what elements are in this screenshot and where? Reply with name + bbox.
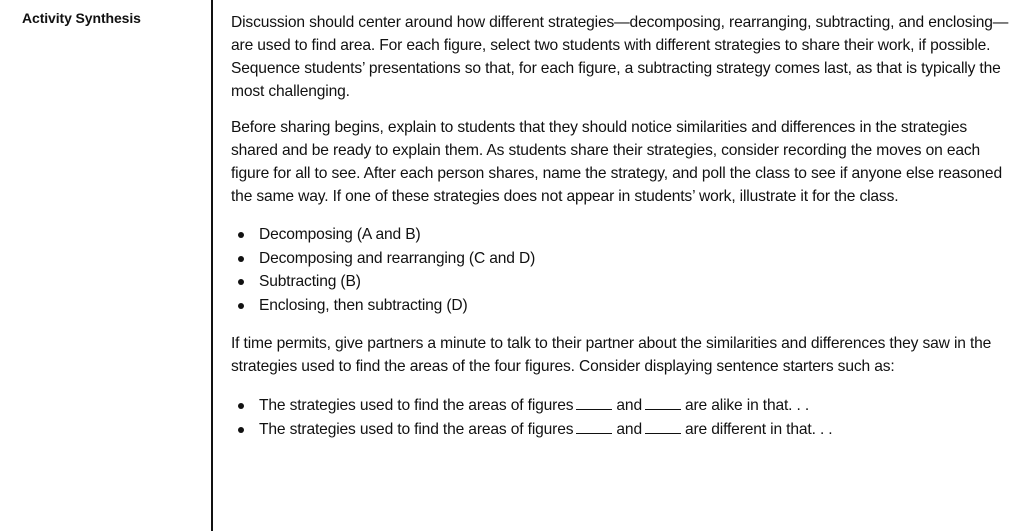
blank-line: [576, 419, 612, 434]
starter-middle: and: [616, 397, 642, 414]
blank-line: [645, 419, 681, 434]
starter-prefix: The strategies used to find the areas of figures: [259, 420, 574, 438]
starter-middle: and: [616, 420, 642, 438]
section-label: Activity Synthesis: [22, 10, 141, 26]
list-item: [231, 418, 1009, 442]
list-item: Decomposing and rearranging (C and D): [231, 247, 1009, 271]
partner-paragraph: If time permits, give partners a minute to talk to their partner about the similarities and differences they saw in the strategies used to find the areas of the four figures. Consider displaying sentence starters such as:: [231, 335, 992, 375]
starter-prefix: The strategies used to find the areas of figures: [259, 397, 574, 414]
list-item: Subtracting (B): [231, 270, 1009, 294]
section-content: [231, 11, 1009, 441]
column-divider: [211, 0, 213, 531]
starter-suffix: are different in that. . .: [684, 420, 833, 438]
list-item: Decomposing (A and B): [231, 223, 1009, 247]
starter-suffix: are alike in that. . .: [684, 397, 810, 414]
list-item: Enclosing, then subtracting (D): [231, 294, 1009, 318]
list-item: [231, 394, 1009, 418]
strategy-list: [231, 223, 1009, 317]
sharing-paragraph: Before sharing begins, explain to students that they should notice similarities and differences in the strategies shared and be ready to explain them. As students share their strategies, consider recording the moves on each figure for all to see. After each person shares, name the strategy, and poll the class to see if anyone else reasoned the same way. If one of these strategies does not appear in students’ work, illustrate it for the class.: [231, 119, 1002, 205]
blank-line: [645, 395, 681, 410]
discussion-paragraph: Discussion should center around how different strategies—decomposing, rearranging, subtracting, and enclosing—are used to find area. For each figure, select two students with different strategies to share their work, if possible. Sequence students’ presentations so that, for each figure, a subtracting strategy comes last, as that is typically the most challenging.: [231, 14, 1009, 100]
sentence-starter-list: [231, 394, 1009, 441]
blank-line: [576, 395, 612, 410]
